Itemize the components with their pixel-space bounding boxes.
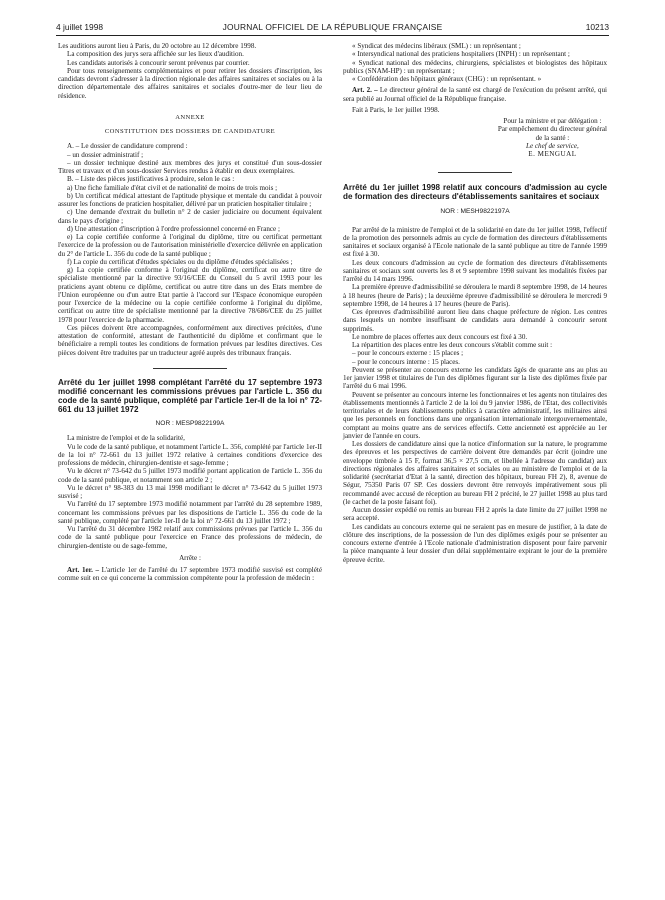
list-item: g) La copie certifiée conforme à l'original du diplôme, certificat ou autre titre de spécialiste mentionné par la directive 93/16/CEE du Conseil du 5 avril 1993 pour les praticiens ayant obtenu ce diplôme, certificat ou autre titre dans un des Etats membre de l'Union européenne ou d'un autre Etat partie à l'accord sur l'Espace économique européen pour l'exercice de la médecine ou la copie certifiée conforme à l'original du diplôme, certificat ou autre titre de spécialiste mentionné par la directive 78/686/CEE du 25 juillet 1978 pour l'exercice de la pharmacie.: [58, 266, 322, 324]
paragraph: Les candidats autorisés à concourir seront prévenus par courrier.: [67, 58, 250, 67]
list-item: c) Une demande d'extrait du bulletin n° 2 de casier judiciaire ou document équivalent dans le pays d'origine ;: [58, 208, 322, 225]
header-rule: [56, 35, 609, 36]
list-item: – un dossier administratif ;: [67, 150, 144, 159]
paragraph: Vu l'arrêté du 31 décembre 1982 relatif aux commissions prévues par l'article L. 356 du code de la santé publique pour l'exercice en France des professions de médecin, de chirurgien-dentiste ou de sage-femme,: [58, 525, 322, 550]
paragraph: Vu le décret n° 73-642 du 5 juillet 1973 modifié portant application de l'article L. 356 du code de la santé publique, et notamment son article 2 ;: [58, 467, 322, 484]
arrete-word: Arrête :: [179, 553, 201, 562]
signature-line: Le chef de service,: [526, 141, 579, 150]
list-item: « Intersyndical national des praticiens hospitaliers (INPH) : un représentant ;: [352, 50, 570, 59]
paragraph: A. – Le dossier de candidature comprend :: [67, 142, 188, 151]
paragraph: Le nombre de places offertes aux deux concours est fixé à 30.: [352, 332, 528, 341]
paragraph: Ces épreuves d'admissibilité auront lieu dans chaque préfecture de région. Les centres dans lesquels un nombre insuffisant de candidats aura demandé à concourir seront supprimés.: [343, 308, 607, 333]
list-item: a) Une fiche familiale d'état civil et de nationalité de moins de trois mois ;: [67, 183, 278, 192]
paragraph: Les dossiers de candidature ainsi que la notice d'information sur la nature, le programme des épreuves et les perspectives de carrière doivent être demandés par écrit (joindre une enveloppe timbrée à 15 F, format 36,5 × 27,5 cm, et libellée à l'adresse du candidat) aux directions régionales des affaires sanitaires et sociales ou au ministère de l'emploi et de la solidarité (secrétariat d'Etat à la santé, direction des hôpitaux, bureau FH 2), 8, avenue de Ségur, 75350 Paris 07 SP. Ces dossiers devront être renvoyés impérativement sous pli recommandé avec accusé de réception au bureau FH 2 précité, le 27 juillet 1998 au plus tard (le cachet de la poste faisant foi).: [343, 440, 607, 506]
paragraph: Les auditions auront lieu à Paris, du 20 octobre au 12 décembre 1998.: [58, 42, 257, 50]
signature-block: [343, 117, 607, 158]
paragraph: Ces pièces doivent être accompagnées, conformément aux directives précitées, d'une attestation de conformité, attestant de l'authenticité du diplôme et confirmant que le bénéficiaire a rempli toutes les conditions de formation prévues par lesdites directives. Ces pièces doivent être traduites par un traducteur agréé auprès des tribunaux français.: [58, 323, 322, 357]
paragraph: La répartition des places entre les deux concours s'établit comme suit :: [352, 341, 553, 350]
issue-date: 4 juillet 1998: [56, 22, 104, 32]
paragraph: B. – Liste des pièces justificatives à produire, selon le cas :: [67, 175, 235, 184]
paragraph: Les candidats au concours externe qui ne seraient pas en mesure de justifier, à la date de clôture des inscriptions, de la possession de l'un des diplômes exigés pour se présenter au concours externe d'entrée à l'Ecole nationale d'administration disposent pour faire parvenir la pièce manquante à leur dossier d'un délai supplémentaire expirant le jour de la première épreuve écrite.: [343, 522, 607, 564]
page-header: [56, 22, 609, 36]
list-item: « Confédération des hôpitaux généraux (CHG) : un représentant. »: [352, 75, 542, 83]
signature-line: de la santé :: [535, 133, 570, 142]
paragraph: Les deux concours d'admission au cycle de formation des directeurs d'établissements sanitaires et sociaux sont ouverts les 8 et 9 septembre 1998 suivant les modalités fixées par l'arrêté du 14 mars 1996.: [343, 258, 607, 284]
paragraph: La première épreuve d'admissibilité se déroulera le mardi 8 septembre 1998, de 14 heures à 18 heures (heure de Paris) ; la deuxième épreuve d'admissibilité se déroulera le mercredi 9 septembre 1998, de 14 heures à 17 heures (heure de Paris).: [343, 283, 607, 308]
paragraph: Peuvent se présenter au concours interne les fonctionnaires et les agents non titulaires des établissements mentionnés à l'article 2 de la loi du 9 janvier 1986, de l'Etat, des collectivités territoriales et de leurs établissements publics à caractère administratif, les militaires ainsi que les personnels en fonctions dans une organisation internationale intergouvernementale, comptant au moins quatre ans de services effectifs. Cette ancienneté est appréciée au 1er janvier de l'année en cours.: [343, 390, 607, 440]
paragraph: Vu le décret n° 98-383 du 13 mai 1998 modifiant le décret n° 73-642 du 5 juillet 1973 susvisé ;: [58, 483, 322, 501]
article-2: [343, 86, 607, 103]
article-label: Art. 2. –: [352, 86, 378, 95]
nor-reference: NOR : MESH9822197A: [440, 208, 510, 216]
right-column: [343, 42, 607, 564]
journal-title: JOURNAL OFFICIEL DE LA RÉPUBLIQUE FRANÇAISE: [222, 22, 443, 32]
list-item: – pour le concours externe : 15 places ;: [352, 349, 464, 358]
list-item: e) La copie certifiée conforme à l'original du diplôme, titre ou certificat permettant l'exercice de la profession ou de l'autorisation ministérielle d'exercice délivrée en application du 2° de l'article L. 356 du code de la santé publique ;: [58, 233, 322, 258]
annexe-subtitle: CONSTITUTION DES DOSSIERS DE CANDIDATURE: [104, 128, 276, 135]
list-item: – un dossier technique destiné aux membres des jurys et constitué d'un sous-dossier Titres et travaux et d'un sous-dossier Services rendus à établir en deux exemplaires.: [58, 158, 322, 175]
list-item: « Syndicat des médecins libéraux (SML) : un représentant ;: [352, 42, 521, 50]
paragraph: Vu le code de la santé publique, et notamment l'article L. 356, complété par l'article 1er-II de la loi n° 72-661 du 13 juillet 1972 relative à certaines conditions d'exercice des professions de médecin, chirurgien-dentiste et sage-femme ;: [58, 442, 322, 468]
article-1: [58, 566, 322, 583]
arrete-title: Arrêté du 1er juillet 1998 relatif aux concours d'admission au cycle de formation des directeurs d'établissements sanitaires et sociaux: [343, 183, 607, 202]
paragraph: Peuvent se présenter au concours externe les candidats âgés de quarante ans au plus au 1er janvier 1998 et titulaires de l'un des diplômes figurant sur la liste des diplômes fixée par l'arrêté du 6 mai 1996.: [343, 365, 607, 391]
date-line: Fait à Paris, le 1er juillet 1998.: [352, 105, 440, 114]
list-item: f) La copie du certificat d'études spéciales ou du diplôme d'études spécialisées ;: [67, 257, 293, 266]
list-item: « Syndicat national des médecins, chirurgiens, spécialistes et biologistes des hôpitaux publics (SNAM-HP) : un représentant ;: [343, 58, 607, 75]
paragraph: Pour tous renseignements complémentaires et pour retirer les dossiers d'inscription, les candidats devront s'adresser à la direction régionale des affaires sanitaires et sociales ou à la direction départementale des affaires sanitaires et sociales d'outre-mer de leur lieu de résidence.: [58, 66, 322, 100]
article-label: Art. 1er. –: [67, 566, 100, 575]
paragraph: Aucun dossier expédié ou remis au bureau FH 2 après la date limite du 27 juillet 1998 ne sera accepté.: [343, 506, 607, 523]
list-item: b) Un certificat médical attestant de l'aptitude physique et mentale du candidat à pouvoir assurer les fonctions de praticien hospitalier, délivré par un praticien hospitalier titulaire ;: [58, 191, 322, 208]
paragraph: La ministre de l'emploi et de la solidarité,: [67, 434, 185, 443]
page-number: 10213: [585, 22, 609, 32]
paragraph: Par arrêté de la ministre de l'emploi et de la solidarité en date du 1er juillet 1998, l'effectif de la promotion des personnels admis au cycle de formation des directeurs d'établissements sanitaires et sociaux organisé à l'Ecole nationale de la santé publique au titre de l'année 1999 est fixé à 30.: [343, 225, 607, 259]
arrete-title: Arrêté du 1er juillet 1998 complétant l'arrêté du 17 septembre 1973 modifié concernant les commissions prévues par l'article L. 356 du code de la santé publique, complété par l'article 1er-II de la loi n° 72-661 du 13 juillet 1972: [58, 377, 322, 415]
left-column: [58, 42, 322, 583]
nor-reference: NOR : MESP9822199A: [155, 420, 225, 428]
signature-line: Pour la ministre et par délégation :: [503, 117, 602, 125]
list-item: d) Une attestation d'inscription à l'ordre professionnel concerné en France ;: [67, 224, 280, 233]
paragraph: La composition des jurys sera affichée sur les lieux d'audition.: [67, 50, 244, 59]
paragraph: Vu l'arrêté du 17 septembre 1973 modifié notamment par l'arrêté du 28 septembre 1989, concernant les commissions prévues par les dispositions de l'article L. 356 du code de la santé publique, complété par l'article 1er-II de la loi n° 72-661 du 13 juillet 1972 ;: [58, 500, 322, 525]
article-text: Le directeur général de la santé est chargé de l'exécution du présent arrêté, qui sera publié au Journal officiel de la République française.: [343, 86, 607, 103]
signatory-name: E. MENGUAL: [528, 150, 577, 158]
article-text: L'article 1er de l'arrêté du 17 septembre 1973 modifié susvisé est complété comme suit en ce qui concerne la commission compétente pour la profession de médecin :: [58, 566, 322, 583]
signature-line: Par empêchement du directeur général: [497, 125, 607, 134]
list-item: – pour le concours interne : 15 places.: [352, 357, 460, 366]
annexe-title: ANNEXE: [175, 113, 205, 121]
